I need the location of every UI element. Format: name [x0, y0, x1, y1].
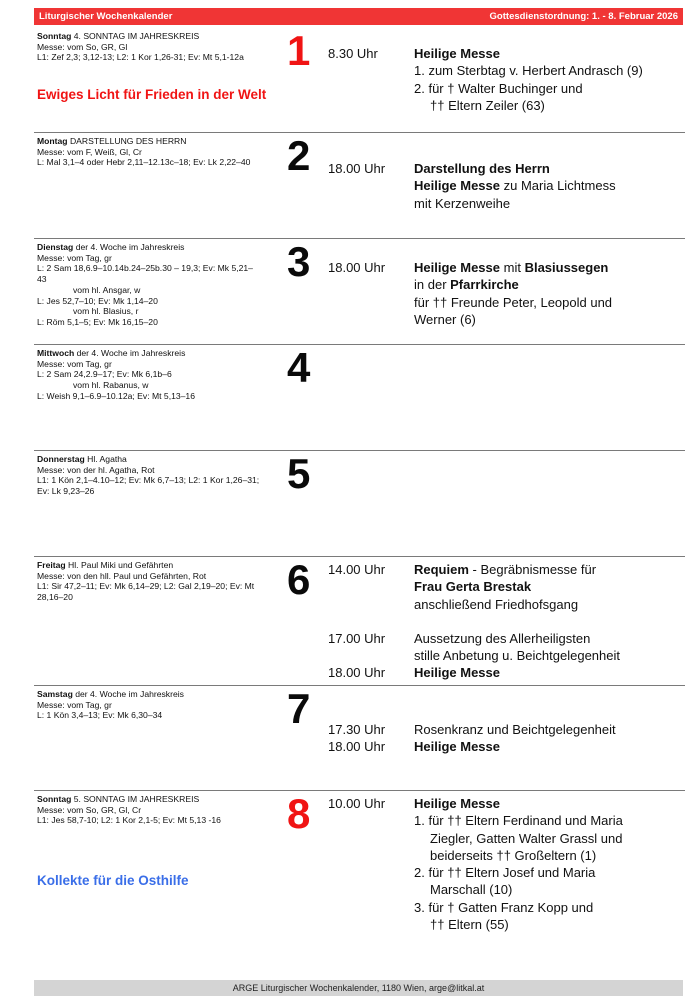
service-description: [414, 160, 688, 212]
intention: Werner (6): [414, 311, 476, 327]
service-entry: [328, 160, 688, 212]
intention: 1. zum Sterbtag v. Herbert Andrasch (9): [414, 63, 643, 79]
liturgy-info: [37, 348, 262, 402]
service-time: 18.00 Uhr: [328, 260, 386, 275]
service-text: mit Kerzenweihe: [414, 195, 511, 211]
readings: L: Weish 9,1–6.9–10.12a; Ev: Mt 5,13–16: [37, 390, 195, 401]
service-text: Aussetzung des Allerheiligsten: [414, 630, 591, 646]
service-text: stille Anbetung u. Beichtgelegenheit: [414, 648, 620, 664]
intention: 2. für † Walter Buchinger und: [414, 80, 583, 96]
blessing-label: Blasiussegen: [524, 260, 609, 275]
memorial: vom hl. Ansgar, w: [73, 284, 141, 295]
service-text: mit: [500, 260, 525, 275]
day-title: der 4. Woche im Jahreskreis: [75, 242, 185, 252]
service-time: 8.30 Uhr: [328, 46, 378, 61]
service-text: - Begräbnismesse für: [468, 562, 597, 577]
mass-info: Messe: von den hll. Paul und Gefährten, Rot: [37, 570, 207, 581]
weekday: Sonntag: [37, 794, 72, 804]
service-title: Heilige Messe: [414, 178, 500, 194]
mass-info: Messe: vom So, GR, Gl, Cr: [37, 804, 142, 815]
readings: L: Jes 52,7–10; Ev: Mk 1,14–20: [37, 295, 158, 306]
service-entry: [328, 259, 688, 328]
mass-info: Messe: vom Tag, gr: [37, 358, 112, 369]
mass-info: Messe: von der hl. Agatha, Rot: [37, 464, 155, 475]
service-text: anschließend Friedhofsgang: [414, 596, 579, 612]
day-number: 7: [287, 685, 311, 732]
weekday: Freitag: [37, 560, 66, 570]
service-title: Requiem: [414, 562, 469, 577]
service-description: [414, 45, 688, 114]
eternal-light-note: Ewiges Licht für Frieden in der Welt: [37, 87, 267, 102]
day-title: Hl. Agatha: [87, 454, 127, 464]
service-title: Heilige Messe: [414, 46, 500, 61]
service-title: Darstellung des Herrn: [414, 161, 550, 176]
header-bar: [34, 8, 683, 25]
service-entry: [328, 721, 688, 738]
service-entry: [328, 664, 688, 681]
service-description: [414, 630, 688, 665]
day-section-2: [34, 132, 685, 239]
intention: 2. für †† Eltern Josef und Maria: [414, 865, 596, 881]
intention: für †† Freunde Peter, Leopold und: [414, 294, 613, 310]
readings: L1: Sir 47,2–11; Ev: Mk 6,14–29; L2: Gal 2,19–20; Ev: Mt 28,16–20: [37, 581, 255, 603]
day-title: DARSTELLUNG DES HERRN: [69, 136, 187, 146]
service-description: [414, 561, 688, 613]
service-list: [328, 721, 688, 756]
weekday: Donnerstag: [37, 454, 85, 464]
day-section-1: [34, 28, 685, 132]
day-number: 5: [287, 450, 311, 497]
footer-bar: ARGE Liturgischer Wochenkalender, 1180 Wien, arge@litkal.at: [34, 980, 683, 996]
intention: beiderseits †† Großeltern (1): [430, 847, 597, 863]
service-time: 18.00 Uhr: [328, 739, 386, 755]
service-description: [414, 738, 688, 755]
service-list: [328, 795, 688, 933]
readings: L1: 1 Kön 2,1–4.10–12; Ev: Mk 6,7–13; L2: 1 Kor 1,26–31; Ev: Lk 9,23–26: [37, 475, 260, 497]
day-number: 3: [287, 238, 311, 285]
weekday: Samstag: [37, 689, 73, 699]
day-section-7: [34, 685, 685, 791]
service-list: [328, 160, 688, 212]
day-title: 4. SONNTAG IM JAHRESKREIS: [73, 31, 200, 41]
day-number: 8: [287, 790, 311, 837]
readings: L: 2 Sam 24,2.9–17; Ev: Mk 6,1b–6: [37, 369, 172, 380]
day-title: Hl. Paul Miki und Gefährten: [68, 560, 174, 570]
service-title: Heilige Messe: [414, 260, 500, 275]
service-description: [414, 259, 688, 328]
intention: †† Eltern Zeiler (63): [430, 97, 545, 113]
day-section-3: [34, 238, 685, 345]
service-time: 17.30 Uhr: [328, 722, 386, 737]
deceased-name: Frau Gerta Brestak: [414, 579, 532, 595]
location-label: Pfarrkirche: [450, 277, 519, 293]
service-time: 18.00 Uhr: [328, 161, 386, 176]
collection-note: Kollekte für die Osthilfe: [37, 873, 189, 888]
intention: 1. für †† Eltern Ferdinand und Maria: [414, 813, 623, 829]
service-entry: [328, 45, 688, 114]
day-section-8: [34, 790, 685, 971]
readings: L1: Jes 58,7-10; L2: 1 Kor 2,1-5; Ev: Mt 5,13 -16: [37, 815, 221, 826]
day-title: 5. SONNTAG IM JAHRESKREIS: [73, 794, 200, 804]
memorial: vom hl. Blasius, r: [73, 306, 139, 317]
service-list: [328, 561, 688, 682]
service-list: [328, 45, 688, 114]
liturgy-info: [37, 560, 262, 603]
service-time: 17.00 Uhr: [328, 630, 386, 646]
weekday: Sonntag: [37, 31, 72, 41]
weekday: Montag: [37, 136, 68, 146]
day-number: 4: [287, 344, 311, 391]
service-time: 10.00 Uhr: [328, 796, 386, 811]
readings: L: 1 Kön 3,4–13; Ev: Mk 6,30–34: [37, 710, 163, 721]
day-section-4: [34, 344, 685, 451]
weekday: Mittwoch: [37, 348, 75, 358]
service-entry: [328, 795, 688, 933]
service-entry: [328, 630, 688, 665]
service-description: [414, 664, 688, 681]
liturgy-info: [37, 136, 262, 168]
service-text: zu Maria Lichtmess: [500, 178, 616, 194]
service-entry: [328, 561, 688, 613]
service-list: [328, 259, 688, 328]
mass-info: Messe: vom Tag, gr: [37, 699, 112, 710]
intention: 3. für † Gatten Franz Kopp und: [414, 899, 594, 915]
service-text: in der: [414, 277, 451, 293]
liturgy-info: [37, 242, 262, 328]
day-number: 2: [287, 132, 311, 179]
mass-info: Messe: vom So, GR, Gl: [37, 41, 128, 52]
liturgy-info: [37, 794, 262, 826]
readings: L: 2 Sam 18,6.9–10.14b.24–25b.30 – 19,3; Ev: Mk 5,21–43: [37, 263, 253, 285]
day-number: 1: [287, 27, 311, 74]
day-section-5: [34, 450, 685, 557]
day-number: 6: [287, 556, 311, 603]
day-title: der 4. Woche im Jahreskreis: [76, 348, 186, 358]
service-description: Rosenkranz und Beichtgelegenheit: [414, 722, 616, 737]
readings: L: Röm 5,1–5; Ev: Mk 16,15–20: [37, 316, 158, 327]
mass-info: Messe: vom F, Weiß, Gl, Cr: [37, 146, 142, 157]
header-title: Liturgischer Wochenkalender: [39, 11, 173, 22]
liturgy-info: [37, 454, 262, 497]
memorial: vom hl. Rabanus, w: [73, 380, 149, 391]
mass-info: Messe: vom Tag, gr: [37, 252, 112, 263]
weekday: Dienstag: [37, 242, 74, 252]
service-title: Heilige Messe: [414, 665, 500, 681]
readings: L: Mal 3,1–4 oder Hebr 2,11–12.13c–18; Ev: Lk 2,22–40: [37, 157, 251, 168]
header-date-range: Gottesdienstordnung: 1. - 8. Februar 2026: [489, 11, 678, 22]
intention: Marschall (10): [430, 882, 513, 898]
service-time: 14.00 Uhr: [328, 562, 386, 577]
readings: L1: Zef 2,3; 3,12-13; L2: 1 Kor 1,26-31; Ev: Mt 5,1-12a: [37, 52, 244, 63]
service-description: [414, 795, 688, 933]
liturgy-info: [37, 31, 262, 63]
service-title: Heilige Messe: [414, 739, 500, 755]
day-section-6: [34, 556, 685, 686]
day-title: der 4. Woche im Jahreskreis: [75, 689, 184, 699]
intention: †† Eltern (55): [430, 917, 509, 933]
service-title: Heilige Messe: [414, 796, 500, 811]
service-entry: [328, 738, 688, 755]
intention: Ziegler, Gatten Walter Grassl und: [430, 830, 623, 846]
service-time: 18.00 Uhr: [328, 665, 386, 681]
liturgy-info: [37, 689, 262, 721]
